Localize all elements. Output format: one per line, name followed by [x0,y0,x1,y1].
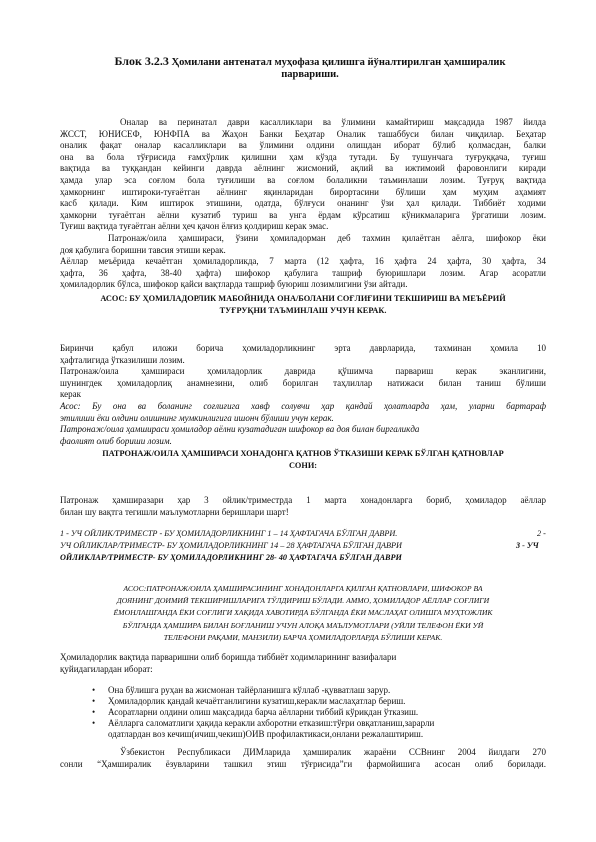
schedule-line: Патронаж/оила ҳамшираси, ўзини ҳомиладорман деб тахмин қилаётган аёлга, шифокор ёки [108,233,546,243]
visit-trimester-1: 1 - УЧ ОЙЛИК/ТРИМЕСТР - БУ ҲОМИЛАДОРЛИКНИНГ 1 – 14 ҲАФТАГАЧА БЎЛГАН ДАВРИ. [60,529,398,538]
basis-italic-line: этилиши ёки олдини олишнинг мумкинлигига ишонч бўлиши учун керак. [60,412,334,423]
heading-basis-line: ТУҒРУҚНИ ТАЪМИНЛАШ УЧУН КЕРАК. [219,305,387,315]
duty-text: Ҳомиладорлик қандай кечаётганлигини кузатиш,керакли маслаҳатлар бериш. [108,696,406,706]
basis-italic-line: Асос: Бу она ва боланинг соғлиғига хавф солувчи ҳар қандай ҳолатларда ҳам, уларни бартараф [60,401,546,411]
visit-trimester-3-number: 3 - УЧ [516,541,539,550]
duty-text: Асоратларни олдини олиш мақсадида барча аёлларни тиббий кўрикдан ўтказиш. [108,707,419,717]
bullet-icon: • [92,718,96,728]
intro-line: Туғиш вақтида туғаётган аёлни ҳеч қачон ёлғиз қолдириш керак эмас. [60,221,329,232]
contact-basis-line: ТЕЛЕФОНИ РАҚАМИ, МАНЗИЛИ) БАРЧА ҲОМИЛАДОРЛАРДА БЎЛИШИ КЕРАК. [163,632,443,642]
duty-list-item [92,696,542,707]
intro-line: ҳамкорнинг иштироки-туғаётган аёлнинг яқинларидан бирортасини бўлиши ҳам муҳим аҳамият [60,186,546,197]
first-visit-line: ҳафталигида ўтказилиши лозим. [60,354,185,365]
duty-text: одатлардан воз кечиш(ичиш,чекиш)ОИВ профилактикаси,онлани режалаштириш. [108,729,424,739]
basis-italic-line: фаолият олиб бориши лозим. [60,435,172,446]
duty-list-item [92,685,542,696]
duty-list-item [92,707,542,718]
contact-basis-line: АСОС:ПАТРОНАЖ/ОИЛА ҲАМШИРАСИНИНГ ХОНАДОНЛАРГА ҚИЛГАН ҚАТНОВЛАРИ, ШИФОКОР ВА [123,584,483,593]
duties-list [92,685,542,740]
intro-line: ҳамда улар эса соғлом бола туғилиши ва соғлом болаликни таъминлаши лозим. Туғруқ вақтида [60,175,546,185]
duty-text: Она бўлишга руҳан ва жисмонан тайёрланишга кўллаб -қувватлаш зарур. [108,685,391,695]
staff-duties-line: Ҳомиладорлик вақтида парваришни олиб боришда тиббиёт ходимларининг вазифалари [60,652,397,662]
heading-home-visits-line: ПАТРОНАЖ/ОИЛА ҲАМШИРАСИ ХОНАДОНГА ҚАТНОВ ЎТКАЗИШИ КЕРАК БЎЛГАН ҚАТНОВЛАР [102,449,504,458]
contact-basis-line: ЁМОНЛАШГАНДА ЁКИ СОҒЛИГИ ХАҚИДА ХАВОТИРДА БЎЛГАНДА ЁКИ МАСЛАҲАТ ОЛИШГА МУҲТОЖЛИК [113,608,493,618]
visit-trimester-2-number: 2 - [537,529,546,538]
contact-basis-line: БЎЛГАНДА ҲАМШИРА БИЛАН БОҒЛАНИШ УЧУН АЛОҚА МАЪЛУМОТЛАРИ (УЙЛИ ТЕЛЕФОН ЁКИ УЙ [122,620,484,630]
closing-line: Ўзбекистон Республикаси ДИМларида ҳамширалик жараёни ССВнинг 2004 йилдаги 270 [120,747,546,757]
intro-line: вақтида ва туққандан кейинги даврда аёлнинг жисмоний, ақлий ва ижтимоий фаровонлиги киради [60,163,546,174]
basis-italic-line: Патронаж/оила ҳамшираси ҳомиладор аёлни кузатадиган шифокор ва доя билан биргаликда [60,424,420,435]
trimester-visits-line: билан шу вақтга тегишли маълумотларни беришлари шарт! [60,506,289,517]
bullet-icon: • [92,696,96,706]
block-number: Блок 3.2.3 [114,54,169,68]
first-visit-line: Патронаж/оила ҳамшираси ҳомиладорлик даврида қўшимча парвариш керак эканлигини, [60,366,546,377]
schedule-line: ҳафта, 36 ҳафта, 38-40 ҳафта) шифокор қабулига ташриф буюришлари лозим. Агар асоратли [60,267,546,278]
intro-line: касб қилади. Ким иштирок этишини, одатда, бўлғуси онанинг ўзи ҳал қилади. Тиббиёт ходими [60,198,546,209]
staff-duties-line: қуйидагилардан иборат: [60,663,153,674]
visit-trimester-2: УЧ ОЙЛИКЛАР/ТРИМЕСТР- БУ ҲОМИЛАДОРЛИКНИНГ 14 – 28 ҲАФТАГАЧА БЎЛГАН ДАВРИ [60,541,402,550]
first-visit-line: Биринчи қабул иложи борича ҳомиладорликнинг эрта даврларида, тахминан ҳомила 10 [60,343,546,353]
intro-line: ЖССТ, ЮНИСЕФ, ЮНФПА ва Жаҳон Банки Беҳатар Оналик ташаббуси билан чиқдилар. Беҳатар [60,128,546,139]
intro-line: ҳамкорни туғаётган аёлни кузатиб туриш ва унга ёрдам кўрсатиш кўникмаларига ўргатиши лозим. [60,209,546,220]
schedule-line: ҳомиладорлик бўлса, шифокор қайси вақтларда ташриф буюриш лозимлигини ўзи айтади. [60,279,408,290]
bullet-icon: • [92,707,96,717]
trimester-visits-line: Патронаж ҳамширазари ҳар 3 ойлик/триместрда 1 марта хонадонларга бориб, ҳомиладор аёллар [60,495,546,505]
duty-text: Аёлларга саломатлиги ҳақида керакли ахборотни етказиш:тўғри овқатланиш,зарарли [108,718,435,728]
first-visit-line: керак [60,389,82,400]
schedule-line: Аёллар меъёрида кечаётган ҳомиладорликда, 7 мартa (12 ҳафта, 16 ҳафта 24 ҳафта, 30 ҳафта, 34 [60,256,546,267]
intro-line: Оналар ва перинатал даври касалликлари ва ўлимини камайтириш мақсадида 1987 йилда [120,117,546,127]
heading-home-visits-line: СОНИ: [288,460,318,470]
block-title-line2: парвариши. [281,69,339,80]
intro-line: оналик фақат оналар касалликлари ва ўлимини олдини олишдан иборат бўлиб қолмасдан, балки [60,140,546,151]
block-title-line1: Ҳомилани антенатал муҳофаза қилишга йўналтирилган ҳамширалик [171,57,506,68]
heading-basis-line: АСОС: БУ ҲОМИЛАДОРЛИК МАБОЙНИДА ОНА/БОЛАНИ СОҒЛИҒИНИ ТЕКШИРИШ ВА МЕЪЁРИЙ [100,294,506,303]
visit-trimester-3: ОЙЛИКЛАР/ТРИМЕСТР- БУ ҲОМИЛАДОРЛИКНИНГ 28- 40 ҲАФТАГАЧА БЎЛГАН ДАВРИ [60,553,402,562]
schedule-line: доя қабулига боришни тавсия этиши керак. [60,244,226,255]
intro-line: она ва бола тўғрисида ғамхўрлик қилишни ҳам кўзда тутади. Бу тушунчага туғруққача, туғиш [60,151,546,162]
contact-basis-line: ДОЯНИНГ ДОИМИЙ ТЕКШИРИШЛАРИГА ТЎЛДИРИШ БЎЛАДИ. АММО, ҲОМИЛАДОР АЁЛЛАР СОҒЛИГИ [116,596,490,606]
bullet-icon: • [92,685,96,695]
first-visit-line: шунингдек ҳомиладорлиқ анамнезини, олиб борилган таҳлиллар натижаси билан таниш бўлиши [60,377,546,388]
duty-list-item [92,718,542,740]
closing-line: сонли “Ҳамширалик ёзувларини ташкил этиш тўғрисида”ги фармойишига асосан олиб борилади. [60,758,546,769]
